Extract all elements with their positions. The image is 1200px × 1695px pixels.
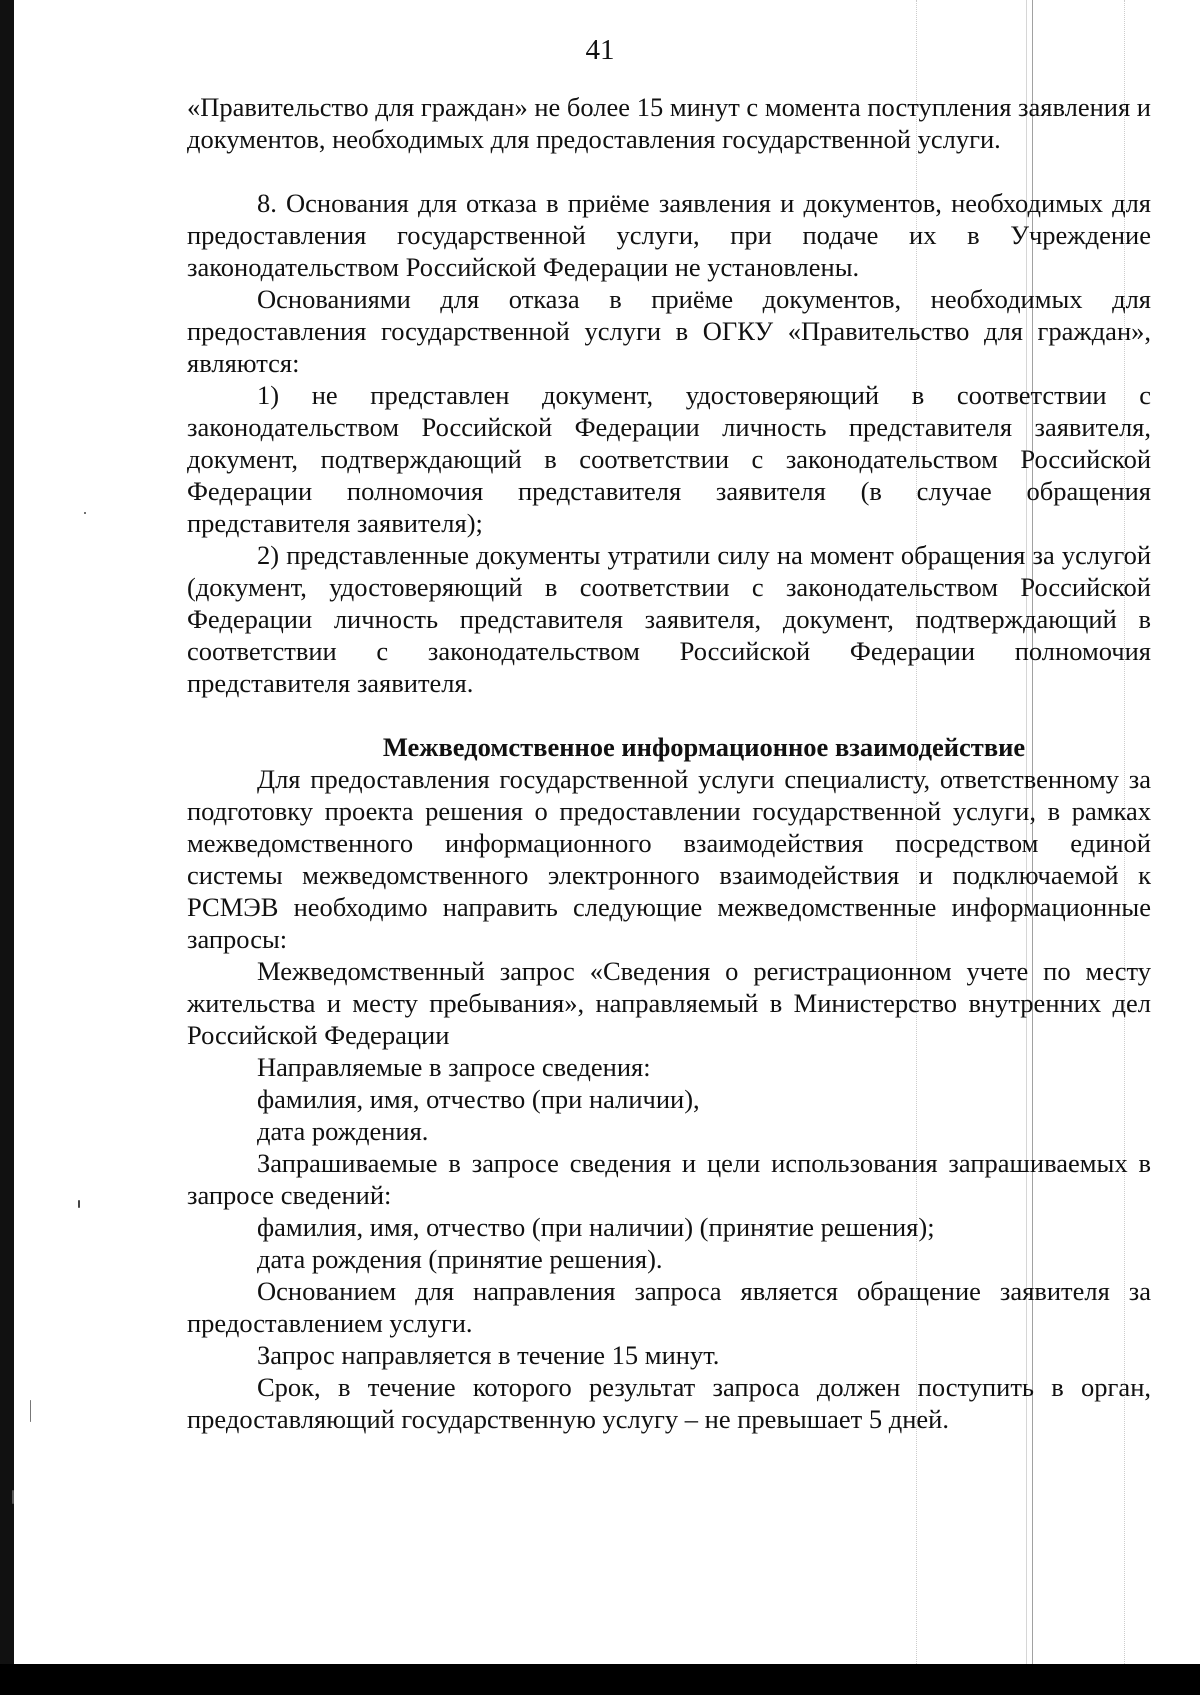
list-item: фамилия, имя, отчество (при наличии), [257, 1084, 700, 1114]
document-body [187, 91, 1151, 1435]
paragraph: Основаниями для отказа в приёме документов, необходимых для предоставления государственной услуги в ОГКУ «Правительство для граждан», являются: [187, 284, 1151, 378]
paragraph: Для предоставления государственной услуги специалисту, ответственному за подготовку проекта решения о предоставлении государственной услуги, в рамках межведомственного информационного взаимодействия посредством единой системы межведомственного электронного взаимодействия и подключаемой к РСМЭВ необходимо направить следующие межведомственные информационные запросы: [187, 764, 1151, 954]
list-item: дата рождения (принятие решения). [257, 1244, 663, 1274]
scan-speck [12, 1490, 14, 1504]
scan-left-border [0, 0, 14, 1695]
paragraph: Запрос направляется в течение 15 минут. [257, 1340, 720, 1370]
list-item: 1) не представлен документ, удостоверяющий в соответствии с законодательством Российской Федерации личность представителя заявителя, документ, подтверждающий в соответствии с законодательством Российской Федерации полномочия представителя заявителя (в случае обращения представителя заявителя); [187, 380, 1151, 538]
scan-speck [84, 512, 86, 514]
paragraph: Межведомственный запрос «Сведения о регистрационном учете по месту жительства и месту пребывания», направляемый в Министерство внутренних дел Российской Федерации [187, 956, 1151, 1050]
paragraph: «Правительство для граждан» не более 15 минут с момента поступления заявления и документов, необходимых для предоставления государственной услуги. [187, 92, 1151, 154]
scan-bottom-border [0, 1664, 1200, 1695]
page-number: 41 [585, 34, 615, 66]
list-item: фамилия, имя, отчество (при наличии) (принятие решения); [257, 1212, 935, 1242]
scan-speck [78, 1200, 80, 1208]
scan-speck [30, 1400, 31, 1422]
list-item: 2) представленные документы утратили силу на момент обращения за услугой (документ, удостоверяющий в соответствии с законодательством Российской Федерации личность представителя заявителя, документ, подтверждающий в соответствии с законодательством Российской Федерации полномочия представителя заявителя. [187, 540, 1151, 698]
paragraph: 8. Основания для отказа в приёме заявления и документов, необходимых для предоставления государственной услуги, при подаче их в Учреждение законодательством Российской Федерации не установлены. [187, 188, 1151, 282]
paragraph: Основанием для направления запроса является обращение заявителя за предоставлением услуги. [187, 1276, 1151, 1338]
list-item: дата рождения. [257, 1116, 429, 1146]
paragraph: Срок, в течение которого результат запроса должен поступить в орган, предоставляющий государственную услугу – не превышает 5 дней. [187, 1372, 1151, 1434]
paragraph: Запрашиваемые в запросе сведения и цели использования запрашиваемых в запросе сведений: [187, 1148, 1151, 1210]
section-heading: Межведомственное информационное взаимодействие [382, 732, 1026, 762]
paragraph: Направляемые в запросе сведения: [257, 1052, 651, 1082]
